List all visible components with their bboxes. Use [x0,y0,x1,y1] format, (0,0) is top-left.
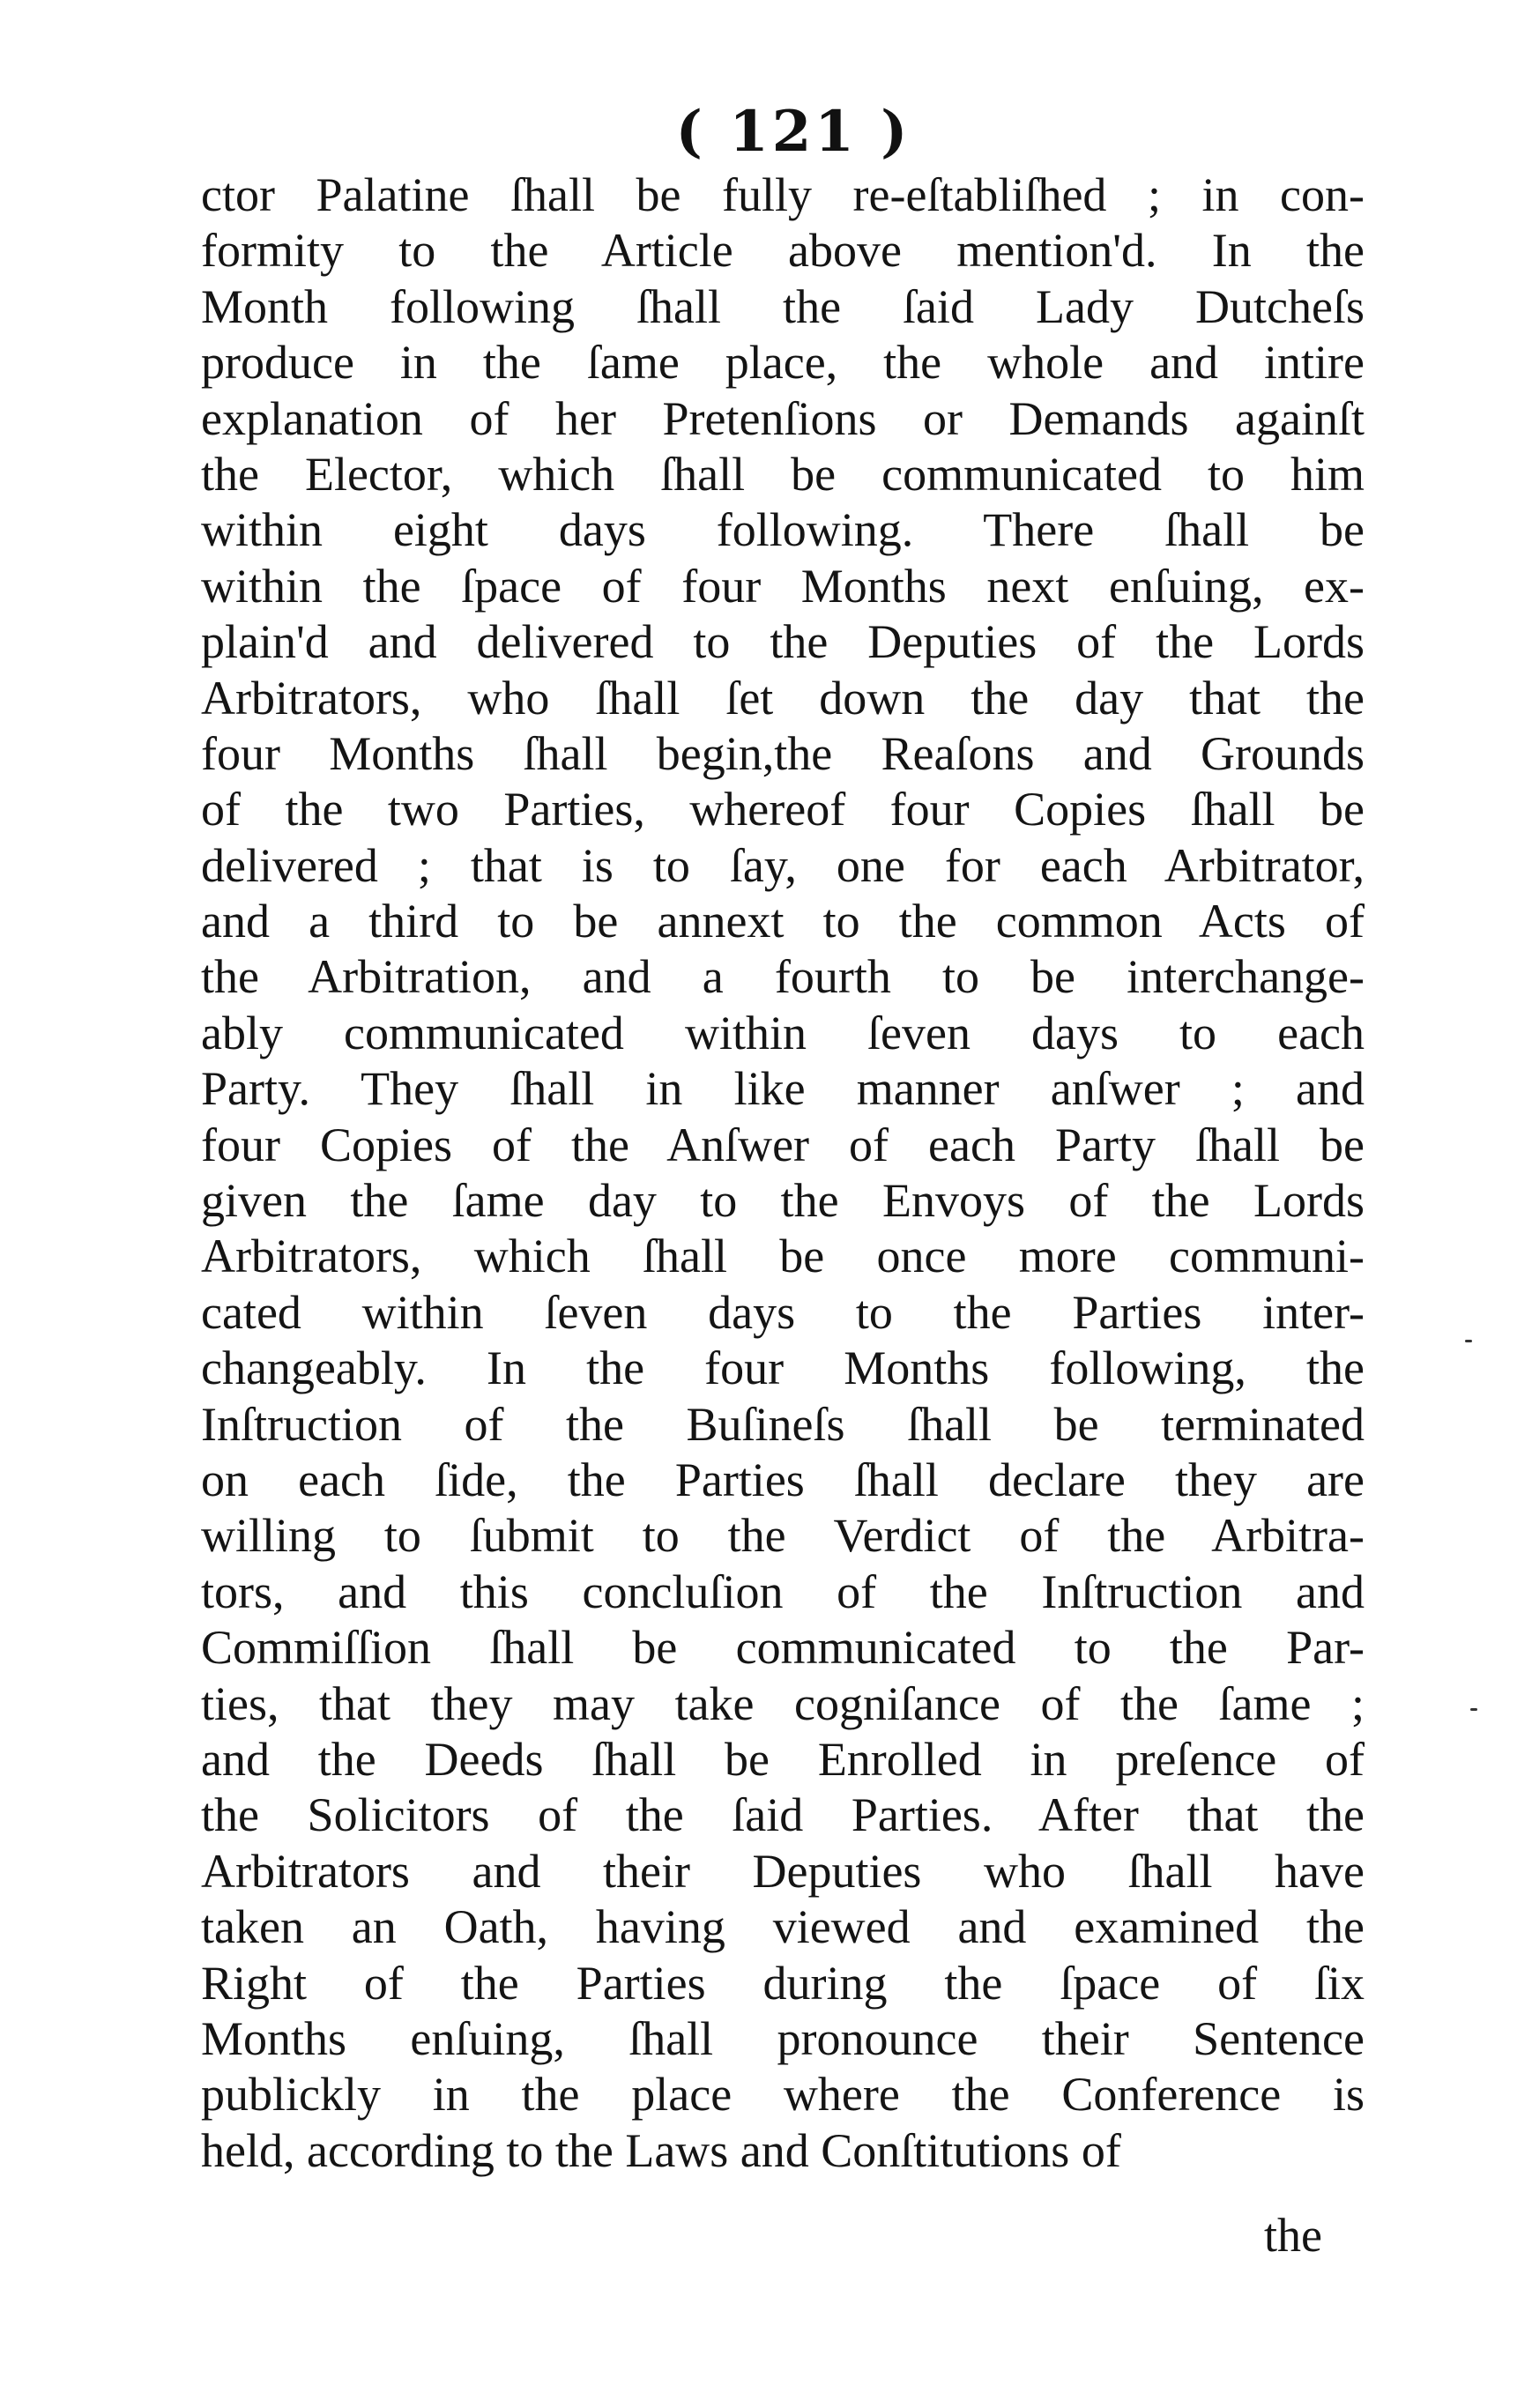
text-line: explanation of her Pretenſions or Demands againſt [201,391,1365,445]
text-line: Arbitrators, who ſhall ſet down the day that the [201,671,1365,725]
text-line: Party. They ſhall in like manner anſwer ; and [201,1062,1365,1116]
text-line: plain'd and delivered to the Deputies of the Lords [201,615,1365,669]
text-line: within the ſpace of four Months next enſuing, ex- [201,559,1365,613]
text-line: Arbitrators, which ſhall be once more communi- [201,1230,1365,1283]
text-line: and the Deeds ſhall be Enrolled in preſence of [201,1732,1365,1786]
text-line: cated within ſeven days to the Parties inter- [201,1285,1365,1339]
text-line: formity to the Article above mention'd. In the [201,224,1365,278]
page-number: ( 121 ) [675,99,911,165]
text-line: publickly in the place where the Conference is [201,2068,1365,2122]
text-line: tors, and this concluſion of the Inſtruction and [201,1564,1365,1618]
text-line: on each ſide, the Parties ſhall declare they are [201,1453,1365,1506]
text-line: the Solicitors of the ſaid Parties. After that the [201,1788,1365,1842]
text-line: four Copies of the Anſwer of each Party ſhall be [201,1118,1365,1171]
text-line: Right of the Parties during the ſpace of ſix [201,1956,1365,2010]
ink-speck [1470,1708,1477,1711]
text-line: Inſtruction of the Buſineſs ſhall be terminated [201,1397,1365,1451]
text-line: delivered ; that is to ſay, one for each Arbitrator, [201,838,1365,892]
text-line: Arbitrators and their Deputies who ſhall have [201,1844,1365,1898]
text-line: the Arbitration, and a fourth to be interchange- [201,950,1365,1004]
text-line: given the ſame day to the Envoys of the Lords [201,1174,1365,1228]
text-line: the Elector, which ſhall be communicated to him [201,447,1365,501]
text-line: and a third to be annext to the common Acts of [201,895,1365,948]
ink-speck [1465,1340,1472,1342]
text-line: changeably. In the four Months following, the [201,1341,1365,1395]
text-line: Month following ſhall the ſaid Lady Dutcheſs [201,279,1365,333]
text-line: Months enſuing, ſhall pronounce their Sentence [201,2011,1365,2065]
text-line: ties, that they may take cogniſance of the ſame ; [201,1676,1365,1730]
text-line: four Months ſhall begin,the Reaſons and Grounds [201,726,1365,780]
text-line: of the two Parties, whereof four Copies ſhall be [201,783,1365,836]
text-line: ctor Palatine ſhall be fully re-eſtabliſhed ; in con- [201,168,1365,221]
text-line: taken an Oath, having viewed and examined the [201,1900,1365,1954]
body-text [201,167,1365,2179]
text-line: within eight days following. There ſhall be [201,503,1365,557]
text-line: held, according to the Laws and Conſtitutions of [201,2123,1121,2177]
text-line: willing to ſubmit to the Verdict of the Arbitra- [201,1509,1365,1563]
text-line: Commiſſion ſhall be communicated to the Par- [201,1621,1365,1675]
text-line: produce in the ſame place, the whole and intire [201,336,1365,390]
text-line: ably communicated within ſeven days to each [201,1006,1365,1059]
catchword: the [1264,2209,1322,2262]
